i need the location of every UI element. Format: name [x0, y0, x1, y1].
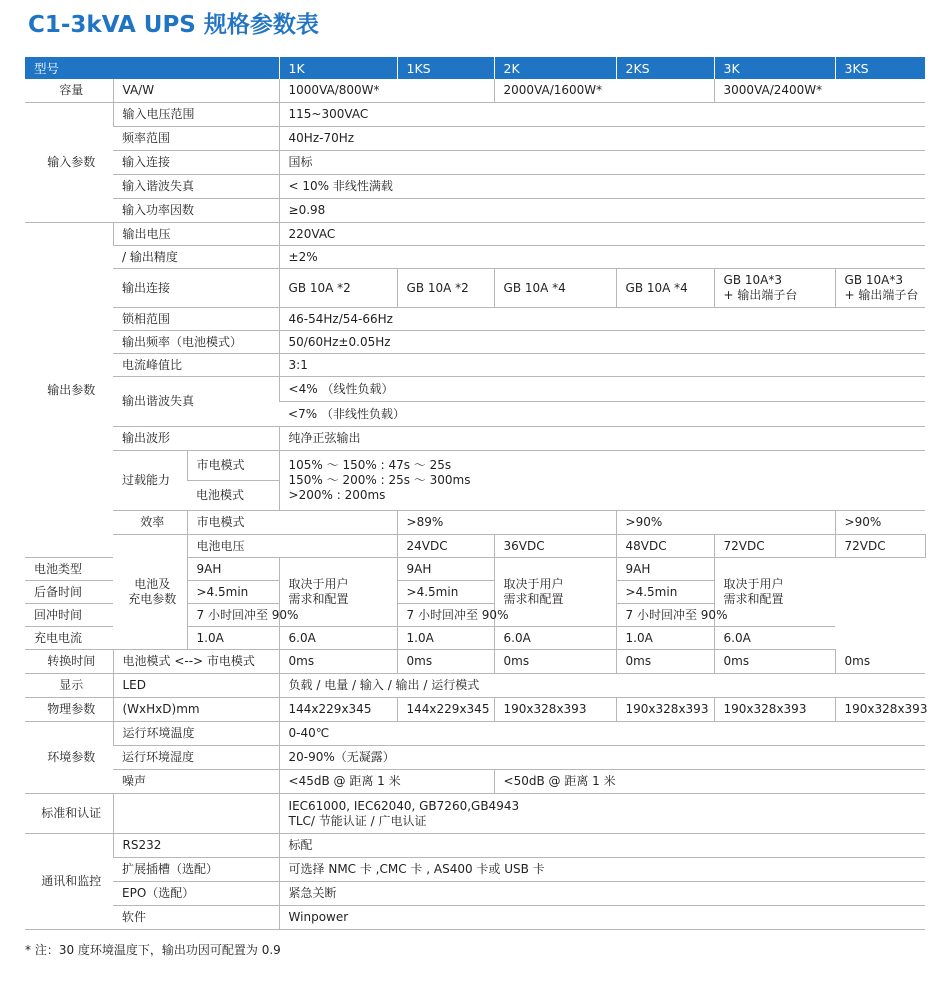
category-label: 标准和认证	[25, 794, 113, 834]
table-row	[25, 746, 925, 770]
param-label: VA/W	[113, 79, 279, 103]
cell-value: 72VDC	[714, 535, 835, 558]
table-row	[25, 834, 925, 858]
param-label: 输出电压	[113, 223, 279, 246]
line: >200% : 200ms	[288, 488, 386, 502]
param-label: RS232	[113, 834, 279, 858]
table-row	[25, 627, 925, 650]
param-label: 输出波形	[113, 427, 279, 451]
cell-value: 0-40℃	[279, 722, 925, 746]
table-row	[25, 722, 925, 746]
table-row	[25, 674, 925, 698]
cell-value: 190x328x393	[835, 698, 925, 722]
param-label: 输入功率因数	[113, 199, 279, 223]
category-label: 容量	[25, 79, 113, 103]
cell-value: 2000VA/1600W*	[494, 79, 714, 103]
cell-value: 国标	[279, 151, 925, 175]
cell-value: 可选择 NMC 卡 ,CMC 卡 , AS400 卡或 USB 卡	[279, 858, 925, 882]
param-label: 回冲时间	[25, 604, 187, 627]
cell-value: 标配	[279, 834, 925, 858]
cell-value: < 10% 非线性满载	[279, 175, 925, 199]
line: + 输出端子台	[723, 288, 798, 302]
table-row	[25, 354, 925, 377]
param-label: 软件	[113, 906, 279, 930]
param-label: LED	[113, 674, 279, 698]
cell-value: >4.5min	[616, 581, 714, 604]
cell-value: >4.5min	[187, 581, 279, 604]
line: TLC/ 节能认证 / 广电认证	[288, 813, 427, 828]
line: 105% ～ 150% : 47s ～ 25s	[288, 458, 452, 472]
param-label: 输入电压范围	[113, 103, 279, 127]
table-row	[25, 223, 925, 246]
line: 取决于用户	[503, 577, 564, 591]
header-model: 型号	[25, 57, 279, 79]
cell-value: 190x328x393	[616, 698, 714, 722]
param-label: 充电电流	[25, 627, 187, 650]
category-label: 输入参数	[25, 103, 113, 223]
table-row	[25, 511, 925, 535]
cell-value: 0ms	[616, 650, 714, 674]
param-label: 电池电压	[187, 535, 397, 558]
category-label: 物理参数	[25, 698, 113, 722]
table-row	[25, 127, 925, 151]
table-row	[25, 377, 925, 402]
table-row	[25, 199, 925, 223]
cell-value: 7 小时回冲至 90%	[397, 604, 494, 627]
table-row	[25, 794, 925, 834]
table-row	[25, 79, 925, 103]
category-label: 环境参数	[25, 722, 113, 794]
cell-value: 1.0A	[397, 627, 494, 650]
table-row	[25, 246, 925, 269]
category-label: 转换时间	[25, 650, 113, 674]
table-row	[25, 175, 925, 199]
table-row	[25, 698, 925, 722]
param-label: 扩展插槽（选配）	[113, 858, 279, 882]
cell-value: 9AH	[397, 558, 494, 581]
cell-value: 0ms	[494, 650, 616, 674]
header-3k: 3K	[714, 57, 835, 79]
cell-value: 24VDC	[397, 535, 494, 558]
cell-value: 9AH	[187, 558, 279, 581]
cell-value	[714, 558, 835, 627]
table-row	[25, 103, 925, 127]
cell-value: 1.0A	[616, 627, 714, 650]
cell-value: 144x229x345	[279, 698, 397, 722]
cell-value: <7% （非线性负载）	[279, 402, 925, 427]
param-label: 输入连接	[113, 151, 279, 175]
cell-value: 6.0A	[494, 627, 616, 650]
header-1k: 1K	[279, 57, 397, 79]
cell-value	[714, 269, 835, 308]
cell-value: 1000VA/800W*	[279, 79, 494, 103]
cell-value: ≥0.98	[279, 199, 925, 223]
category-label: 显示	[25, 674, 113, 698]
cell-value: 3000VA/2400W*	[714, 79, 925, 103]
cell-value	[279, 451, 925, 511]
table-row	[25, 269, 925, 308]
param-label: 输出谐波失真	[113, 377, 279, 427]
header-1ks: 1KS	[397, 57, 494, 79]
cell-value: GB 10A *4	[616, 269, 714, 308]
cell-value: 115~300VAC	[279, 103, 925, 127]
table-row	[25, 535, 925, 558]
header-2ks: 2KS	[616, 57, 714, 79]
cell-value: >90%	[835, 511, 925, 535]
table-row	[25, 882, 925, 906]
page-title: C1-3kVA UPS 规格参数表	[28, 12, 319, 38]
param-label: 输入谐波失真	[113, 175, 279, 199]
line: IEC61000, IEC62040, GB7260,GB4943	[288, 798, 520, 813]
param-label: 锁相范围	[113, 308, 279, 331]
table-header	[25, 57, 925, 79]
cell-value: <50dB @ 距离 1 米	[494, 770, 925, 794]
param-label	[113, 794, 279, 834]
cell-value: 40Hz-70Hz	[279, 127, 925, 151]
cell-value: 6.0A	[279, 627, 397, 650]
cell-value: 50/60Hz±0.05Hz	[279, 331, 925, 354]
line: + 输出端子台	[844, 288, 919, 302]
line: 充电参数	[128, 592, 177, 606]
param-label: 电池模式 <--> 市电模式	[113, 650, 279, 674]
param-label: EPO（选配）	[113, 882, 279, 906]
param-label: (WxHxD)mm	[113, 698, 279, 722]
line: 电池及	[134, 577, 171, 591]
param-label: 输出连接	[113, 269, 279, 308]
header-3ks: 3KS	[835, 57, 925, 79]
line: GB 10A*3	[844, 273, 903, 287]
table-row	[25, 858, 925, 882]
cell-value: 6.0A	[714, 627, 835, 650]
param-label: 频率范围	[113, 127, 279, 151]
category-label: 效率	[113, 511, 187, 535]
cell-value: >4.5min	[397, 581, 494, 604]
cell-value: GB 10A *2	[397, 269, 494, 308]
line: 150% ～ 200% : 25s ～ 300ms	[288, 473, 471, 487]
param-label: 电流峰值比	[113, 354, 279, 377]
cell-value: 46-54Hz/54-66Hz	[279, 308, 925, 331]
param-label: / 输出精度	[113, 246, 279, 269]
sub-param-label: 电池模式	[187, 481, 279, 511]
cell-value	[494, 558, 616, 627]
cell-value: 20-90%（无凝露）	[279, 746, 925, 770]
cell-value: 7 小时回冲至 90%	[616, 604, 714, 627]
line: 取决于用户	[288, 577, 349, 591]
cell-value	[279, 794, 925, 834]
table-row	[25, 451, 925, 481]
header-2k: 2K	[494, 57, 616, 79]
cell-value: 72VDC	[835, 535, 925, 558]
line: 取决于用户	[723, 577, 784, 591]
cell-value: GB 10A *2	[279, 269, 397, 308]
cell-value: 7 小时回冲至 90%	[187, 604, 279, 627]
cell-value: Winpower	[279, 906, 925, 930]
cell-value: <4% （线性负载）	[279, 377, 925, 402]
table-row	[25, 308, 925, 331]
footnote: * 注：30 度环境温度下，输出功因可配置为 0.9	[25, 943, 281, 957]
param-label: 市电模式	[187, 511, 397, 535]
cell-value: 负载 / 电量 / 输入 / 输出 / 运行模式	[279, 674, 925, 698]
cell-value: 190x328x393	[494, 698, 616, 722]
cell-value: 48VDC	[616, 535, 714, 558]
cell-value: 0ms	[279, 650, 397, 674]
cell-value: ±2%	[279, 246, 925, 269]
sub-param-label: 市电模式	[187, 451, 279, 481]
table-row	[25, 650, 925, 674]
param-label: 输出频率（电池模式）	[113, 331, 279, 354]
cell-value: 0ms	[714, 650, 835, 674]
cell-value: 0ms	[397, 650, 494, 674]
cell-value: GB 10A *4	[494, 269, 616, 308]
cell-value: <45dB @ 距离 1 米	[279, 770, 494, 794]
cell-value: 紧急关断	[279, 882, 925, 906]
cell-value: 220VAC	[279, 223, 925, 246]
param-label: 后备时间	[25, 581, 187, 604]
category-label: 通讯和监控	[25, 834, 113, 930]
line: GB 10A*3	[723, 273, 782, 287]
category-label: 输出参数	[25, 223, 113, 558]
cell-value: 144x229x345	[397, 698, 494, 722]
line: 需求和配置	[288, 592, 349, 606]
table-row	[25, 331, 925, 354]
cell-value: 9AH	[616, 558, 714, 581]
spec-table	[25, 57, 928, 930]
cell-value: >90%	[616, 511, 835, 535]
param-label: 电池类型	[25, 558, 187, 581]
cell-value: 1.0A	[187, 627, 279, 650]
line: 需求和配置	[723, 592, 784, 606]
param-label: 噪声	[113, 770, 279, 794]
param-label: 运行环境温度	[113, 722, 279, 746]
table-row	[25, 151, 925, 175]
table-row	[25, 906, 925, 930]
table-row	[25, 770, 925, 794]
cell-value: 纯净正弦输出	[279, 427, 925, 451]
table-row	[25, 427, 925, 451]
param-label: 过载能力	[113, 451, 187, 511]
cell-value: 190x328x393	[714, 698, 835, 722]
param-label: 运行环境湿度	[113, 746, 279, 770]
cell-value	[835, 269, 925, 308]
cell-value: 36VDC	[494, 535, 616, 558]
cell-value: 0ms	[835, 650, 925, 674]
cell-value: >89%	[397, 511, 616, 535]
cell-value: 3:1	[279, 354, 925, 377]
line: 需求和配置	[503, 592, 564, 606]
